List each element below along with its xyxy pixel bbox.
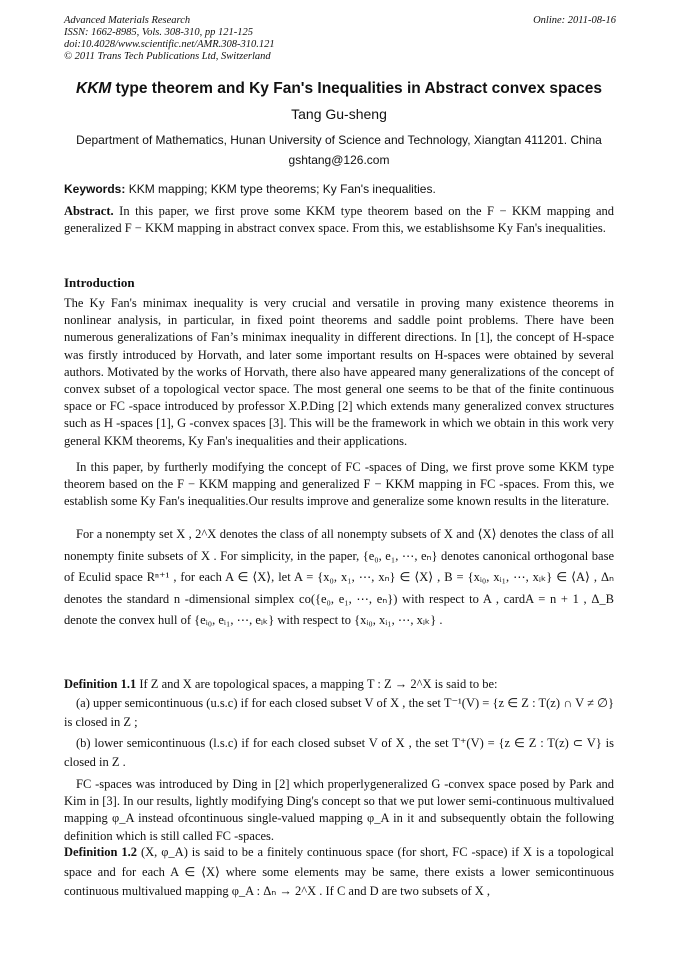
fc-spaces-paragraph: FC -spaces was introduced by Ding in [2] which properlygeneralized G -convex space posed by Park and Kim in [3]. In our results, lightly modifying Ding's concept so that we put lower semi-continuous multivalued mapping φ_A instead ofcontinuous single-valued mapping φ_A in it and subsequently obtain the following definition which is still called FC -spaces. <box>64 777 614 843</box>
intro-paragraph-3: For a nonempty set X , 2^X denotes the class of all nonempty subsets of X and ⟨X⟩ denotes the class of all nonempty finite subsets of X . For simplicity, in the paper, {e₀, e₁, ⋯, eₙ} denotes canonical orthogonal base of Eculid space Rⁿ⁺¹ , for each A ∈ ⟨X⟩, let A = {x₀, x₁, ⋯, xₙ} ∈ ⟨X⟩ , B = {xᵢ₀, xᵢ₁, ⋯, xᵢₖ} ∈ ⟨A⟩ , Δₙ denotes the standard n -dimensional simplex co({e₀, e₁, ⋯, eₙ}) with respect to A , cardA = n + 1 , Δ_B denote the convex hull of {eᵢ₀, eᵢ₁, ⋯, eᵢₖ} with respect to {xᵢ₀, xᵢ₁, ⋯, xᵢₖ} . <box>64 527 614 627</box>
intro-paragraph-1: The Ky Fan's minimax inequality is very crucial and versatile in proving many existence theorems in nonlinear analysis, in particular, in fixed point theorems and saddle point problems. There have been numerous generalizations of Fan’s minimax inequality in different directions. In [1], the concept of H-space was firstly introduced by Horvath, and later some important results on H-spaces were obtained by several authors. Motivated by the works of Horvath, there also have appeared many generalizations of the concept of convex subset of a topological vector space. The most general one seems to be that of the finite continuous space or FC -space introduced by professor X.P.Ding [2] which extends many generalized convex structures such as H -spaces [1], G -convex spaces [3]. This will be the framework in which we obtain in this work very general KKM theorems, Ky Fan's inequalities and their applications. <box>64 296 614 448</box>
def12-text: (X, φ_A) is said to be a finitely continuous space (for short, FC -space) if X is a topological space and for each A ∈ ⟨X⟩ where some elements may be same, there exists a lower semicontinuous continuous multivalued mapping φ_A : Δₙ → 2^X . If C and D are two subsets of X , <box>64 845 614 898</box>
issn-line: ISSN: 1662-8985, Vols. 308-310, pp 121-125 <box>64 27 253 38</box>
keywords-label: Keywords: <box>64 182 126 196</box>
online-date: Online: 2011-08-16 <box>533 15 616 26</box>
def11-intro: If Z and X are topological spaces, a mapping T : Z → 2^X is said to be: <box>139 677 498 691</box>
copyright-line: © 2011 Trans Tech Publications Ltd, Switzerland <box>64 51 271 62</box>
journal-header <box>64 15 275 63</box>
author-name: Tang Gu-sheng <box>291 106 387 122</box>
author-email: gshtang@126.com <box>288 153 390 167</box>
journal-name: Advanced Materials Research <box>64 15 191 26</box>
doi-line: doi:10.4028/www.scientific.net/AMR.308-310.121 <box>64 39 275 50</box>
def11-item-a: (a) upper semicontinuous (u.s.c) if for each closed subset V of X , the set T⁻¹(V) = {z ∈ Z : T(z) ∩ V ≠ ∅} is closed in Z ; <box>64 696 614 729</box>
def11-item-b: (b) lower semicontinuous (l.s.c) if for each closed subset V of X , the set T⁺(V) = {z ∈ Z : T(z) ⊂ V} is closed in Z . <box>64 736 614 769</box>
definition-1-1 <box>64 676 614 693</box>
affiliation: Department of Mathematics, Hunan University of Science and Technology, Xiangtan 411201. China <box>76 133 602 147</box>
keywords <box>64 182 436 196</box>
paper-title <box>0 80 678 98</box>
definition-1-2 <box>64 843 614 902</box>
title-rest: type theorem and Ky Fan's Inequalities in Abstract convex spaces <box>111 80 602 97</box>
def12-label: Definition 1.2 <box>64 845 138 859</box>
intro-heading: Introduction <box>64 275 135 290</box>
title-kkm: KKM <box>76 80 112 97</box>
intro-paragraph-2: In this paper, by furtherly modifying the concept of FC -spaces of Ding, we first prove some KKM type theorem based on the F − KKM mapping and generalized F − KKM mapping in FC -spaces. From this, we establish some Ky Fan's inequalities.Our results improve and generalize some known results in the literature. <box>64 460 614 509</box>
keywords-text: KKM mapping; KKM type theorems; Ky Fan's inequalities. <box>128 182 436 196</box>
def11-label: Definition 1.1 <box>64 677 137 691</box>
abstract-label: Abstract. <box>64 204 114 218</box>
abstract-text: In this paper, we first prove some KKM type theorem based on the F − KKM mapping and generalized F − KKM mapping in abstract convex space. From this, we establishsome Ky Fan's inequalities. <box>64 204 614 236</box>
abstract <box>64 203 614 237</box>
